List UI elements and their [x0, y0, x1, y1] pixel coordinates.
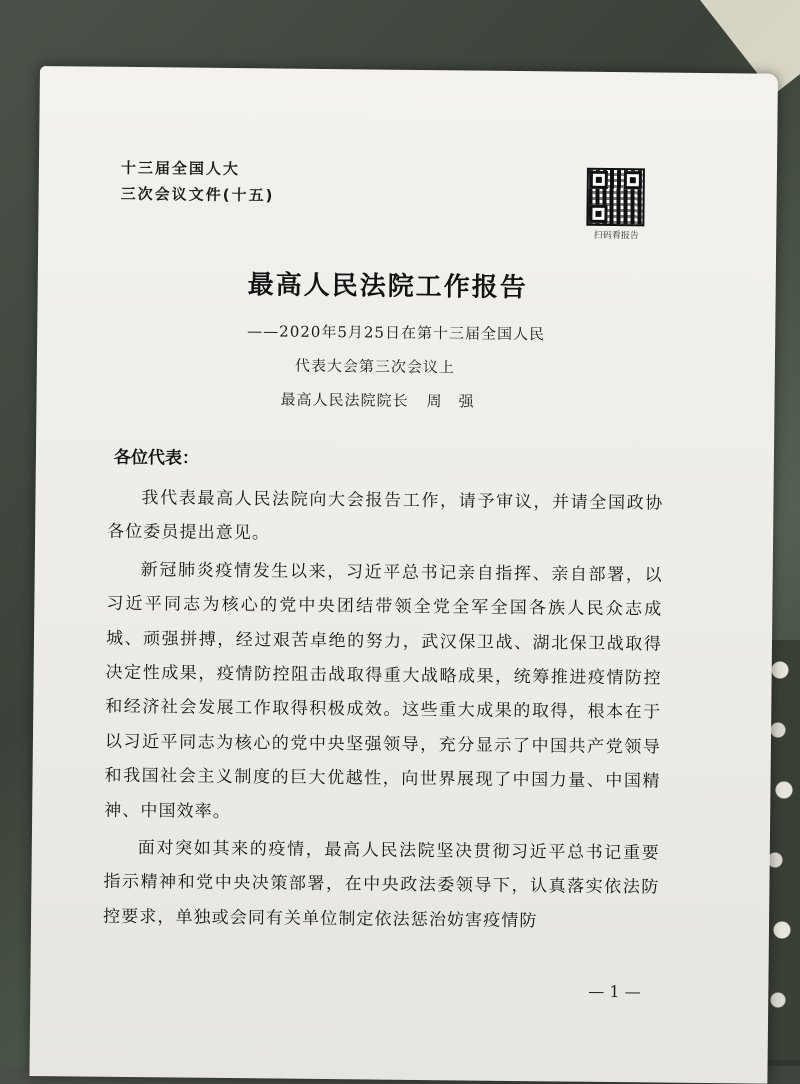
greeting: 各位代表： [113, 447, 200, 469]
subtitle-line-2: 代表大会第三次会议上 [294, 356, 455, 377]
header-line-1: 十三届全国人大 [120, 158, 241, 179]
qr-code-icon [586, 168, 645, 227]
qr-caption: 扫码看报告 [593, 230, 639, 242]
reporter-line [280, 389, 474, 412]
paragraph: 新冠肺炎疫情发生以来，习近平总书记亲自指挥、亲自部署，以习近平同志为核心的党中央团结带领全党全军全国各族人民众志成城、顽强拼搏，经过艰苦卓绝的努力，武汉保卫战、湖北保卫战取得决定性成果，疫情防控阻击战取得重大战略成果，统筹推进疫情防控和经济社会发展工作取得积极成效。这些重大成果的取得，根本在于以习近平同志为核心的党中央坚强领导，充分显示了中国共产党领导和我国社会主义制度的巨大优越性，向世界展现了中国力量、中国精神、中国效率。 [104, 559, 663, 822]
page-number: — 1 — [588, 981, 641, 1002]
subtitle-line-1: ——2020年5月25日在第十三届全国人民 [247, 322, 546, 344]
document-title: 最高人民法院工作报告 [247, 270, 528, 304]
document-header [121, 155, 275, 209]
body-text [103, 481, 664, 943]
paragraph: 面对突如其来的疫情，最高人民法院坚决贯彻习近平总书记重要指示精神和党中央决策部署，在中央政法委领导下，认真落实依法防控要求，单独或会同有关单位制定依法惩治妨害疫情防 [102, 838, 660, 932]
header-line-2: 三次会议文件(十五) [120, 184, 275, 205]
reporter-role: 最高人民法院院长 [280, 390, 409, 410]
document-page [29, 66, 778, 1084]
reporter-name: 周 强 [426, 392, 475, 411]
paragraph: 我代表最高人民法院向大会报告工作，请予审议，并请全国政协各位委员提出意见。 [107, 488, 664, 544]
